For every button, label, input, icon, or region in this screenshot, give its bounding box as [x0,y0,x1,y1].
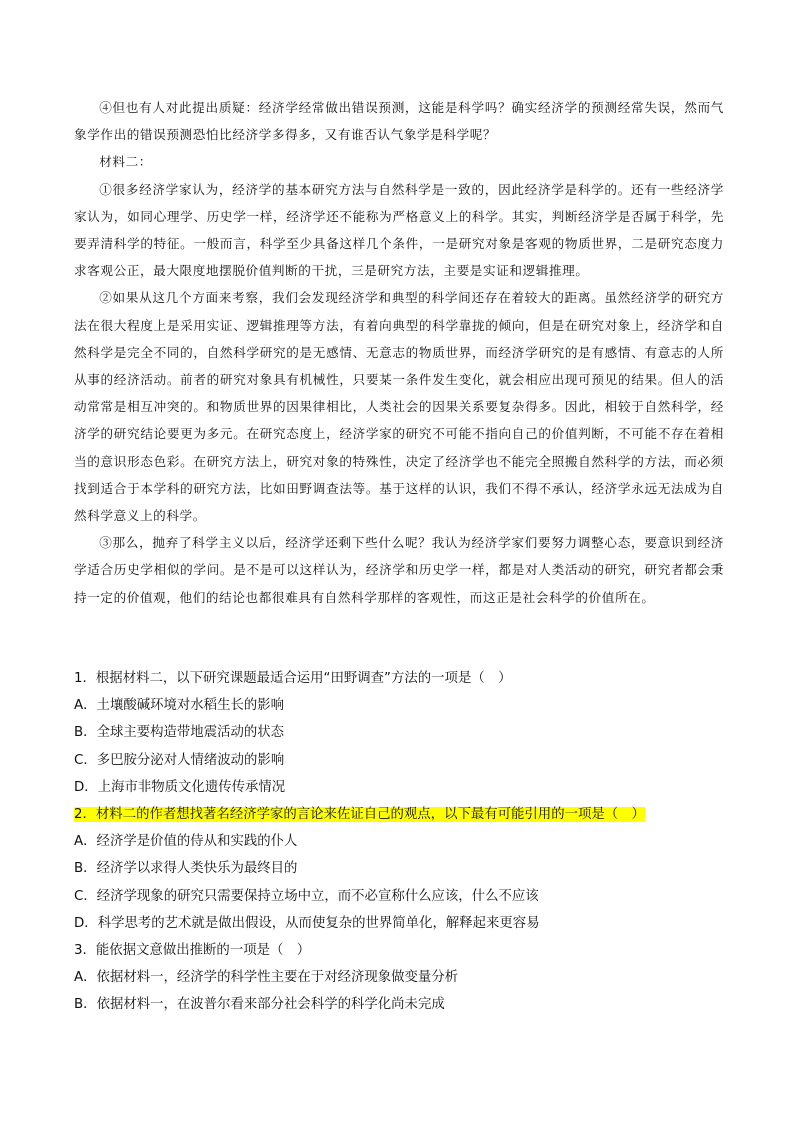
question-1-option-c[interactable]: C．多巴胺分泌对人情绪波动的影响 [74,752,285,768]
question-2-option-b[interactable]: B．经济学以求得人类快乐为最终目的 [74,861,298,877]
material-two-paragraph-1: ①很多经济学家认为，经济学的基本研究方法与自然科学是一致的，因此经济学是科学的。还有一些经济学家认为，如同心理学、历史学一样，经济学还不能称为严格意义上的科学。其实，判断经济学是否属于科学，先要弄清科学的特征。一般而言，科学至少具备这样几个条件，一是研究对象是客观的物质世界，二是研究态度力求客观公正，最大限度地摆脱价值判断的干扰，三是研究方法，主要是实证和逻辑推理。 [74,181,724,279]
question-2-option-a[interactable]: A．经济学是价值的侍从和实践的仆人 [74,834,298,850]
material-two-paragraph-2: ②如果从这几个方面来考察，我们会发现经济学和典型的科学间还存在着较大的距离。虽然经济学的研究方法在很大程度上是采用实证、逻辑推理等方法，有着向典型的科学靠拢的倾向，但是在研究对象上，经济学和自然科学是完全不同的，自然科学研究的是无感情、无意志的物质世界，而经济学研究的是有感情、有意志的人所从事的经济活动。前者的研究对象具有机械性，只要某一条件发生变化，就会相应出现可预见的结果。但人的活动常常是相互冲突的。和物质世界的因果律相比，人类社会的因果关系要复杂得多。因此，相较于自然科学，经济学的研究结论要更为多元。在研究态度上，经济学家的研究不可能不指向自己的价值判断，不可能不存在着相当的意识形态色彩。在研究方法上，研究对象的特殊性，决定了经济学也不能完全照搬自然科学的方法，而必须找到适合于本学科的研究方法，比如田野调查法等。基于这样的认识，我们不得不承认，经济学永远无法成为自然科学意义上的科学。 [74,290,724,524]
question-1-option-b[interactable]: B．全球主要构造带地震活动的状态 [74,725,285,741]
material-two-paragraph-3: ③那么，抛弃了科学主义以后，经济学还剩下些什么呢？我认为经济学家们要努力调整心态，要意识到经济学适合历史学相似的学问。是不是可以这样认为，经济学和历史学一样，都是对人类活动的研究，研究者都会秉持一定的价值观，他们的结论也都很难具有自然科学那样的客观性，而这正是社会科学的价值所在。 [74,535,724,605]
question-2 [74,801,724,828]
question-2-option-d[interactable]: D．科学思考的艺术就是做出假设，从而使复杂的世界简单化，解释起来更容易 [74,915,540,931]
question-2-option-c[interactable]: C．经济学现象的研究只需要保持立场中立，而不必宣称什么应该，什么不应该 [74,888,539,904]
question-2-highlighted-text: 2．材料二的作者想找著名经济学家的言论来佐证自己的观点，以下最有可能引用的一项是（ ） [74,807,645,823]
question-1-option-d[interactable]: D．上海市非物质文化遗传传承情况 [74,779,286,795]
question-3: 3．能依据文意做出推断的一项是（ ） [74,943,311,959]
material-two-label: 材料二： [99,154,152,170]
reading-passage [74,94,724,611]
question-1-option-a[interactable]: A．土壤酸碱环境对水稻生长的影响 [74,698,285,714]
question-1: 1．根据材料二，以下研究课题最适合运用“田野调查”方法的一项是（ ） [74,671,512,686]
question-3-option-b[interactable]: B．依据材料一，在波普尔看来部分社会科学的科学化尚未完成 [74,997,445,1013]
passage-paragraph-4: ④但也有人对此提出质疑：经济学经常做出错误预测，这能是科学吗？确实经济学的预测经常失误，然而气象学作出的错误预测恐怕比经济学多得多，又有谁否认气象学是科学呢？ [74,100,724,143]
question-list [74,665,724,1019]
question-3-option-a[interactable]: A．依据材料一，经济学的科学性主要在于对经济现象做变量分析 [74,970,459,986]
